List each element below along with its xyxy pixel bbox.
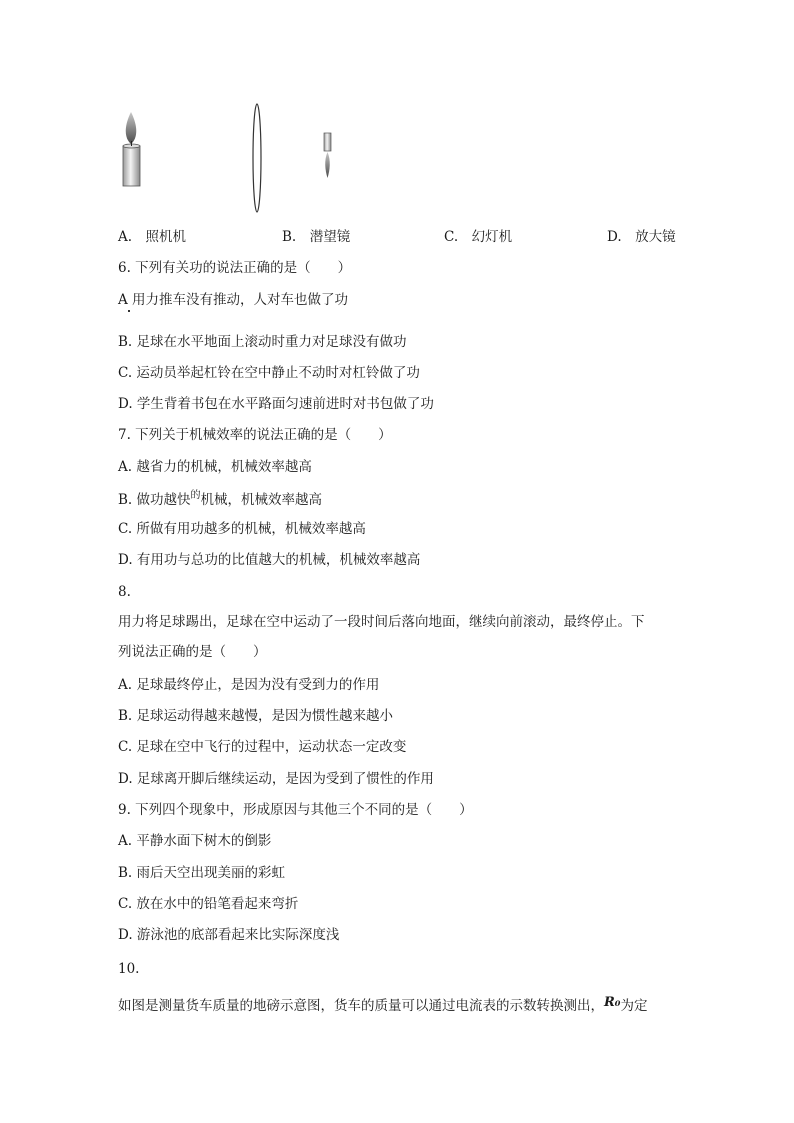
q9-option-c[interactable]: C. 放在水中的铅笔看起来弯折 [118,896,299,912]
convex-lens [253,104,261,212]
q5-option-d[interactable]: D. 放大镜 [607,229,676,245]
q8-number: 8. [118,584,131,600]
optics-figure [110,100,410,220]
stray-dot [128,310,130,312]
q5-option-a[interactable]: A. 照机机 [118,229,187,245]
q5-option-c[interactable]: C. 幻灯机 [444,229,513,245]
q8-option-c[interactable]: C. 足球在空中飞行的过程中，运动状态一定改变 [118,739,407,755]
q7-option-d[interactable]: D. 有用功与总功的比值越大的机械，机械效率越高 [118,552,421,568]
q9-option-d[interactable]: D. 游泳池的底部看起来比实际深度浅 [118,927,340,943]
q6-option-a[interactable]: A 用力推车没有推动，人对车也做了功 [118,292,349,308]
q8-stem-line2: 列说法正确的是（ ） [118,644,267,660]
candle [123,112,140,186]
q8-option-d[interactable]: D. 足球离开脚后继续运动，是因为受到了惯性的作用 [118,771,434,787]
q8-option-b[interactable]: B. 足球运动得越来越慢，是因为惯性越来越小 [118,708,394,724]
q9-option-a[interactable]: A. 平静水面下树木的倒影 [118,833,272,849]
q6-option-c[interactable]: C. 运动员举起杠铃在空中静止不动时对杠铃做了功 [118,365,420,381]
q6-stem: 6. 下列有关功的说法正确的是（ ） [118,260,352,276]
q6-option-d[interactable]: D. 学生背着书包在水平路面匀速前进时对书包做了功 [118,396,434,412]
q6-option-b[interactable]: B. 足球在水平地面上滚动时重力对足球没有做功 [118,334,407,350]
inverted-image [324,133,331,178]
q7-stem: 7. 下列关于机械效率的说法正确的是（ ） [118,427,392,443]
r0-symbol: R₀ [604,995,621,1010]
q7-option-a[interactable]: A. 越省力的机械，机械效率越高 [118,459,312,475]
q10-stem: 如图是测量货车质量的地磅示意图，货车的质量可以通过电流表的示数转换测出，R₀为定 [118,995,648,1014]
q9-option-b[interactable]: B. 雨后天空出现美丽的彩虹 [118,865,286,881]
q9-stem: 9. 下列四个现象中，形成原因与其他三个不同的是（ ） [118,802,473,818]
q5-option-b[interactable]: B. 潜望镜 [282,229,351,245]
q8-stem-line1: 用力将足球踢出，足球在空中运动了一段时间后落向地面，继续向前滚动，最终停止。下 [118,614,645,630]
q7-option-b[interactable]: B. 做功越快$^的$机械，机械效率越高 [118,490,323,508]
q7-option-c[interactable]: C. 所做有用功越多的机械，机械效率越高 [118,521,366,537]
q5-options [0,228,794,246]
q10-number: 10. [118,961,140,977]
q8-option-a[interactable]: A. 足球最终停止，是因为没有受到力的作用 [118,677,380,693]
